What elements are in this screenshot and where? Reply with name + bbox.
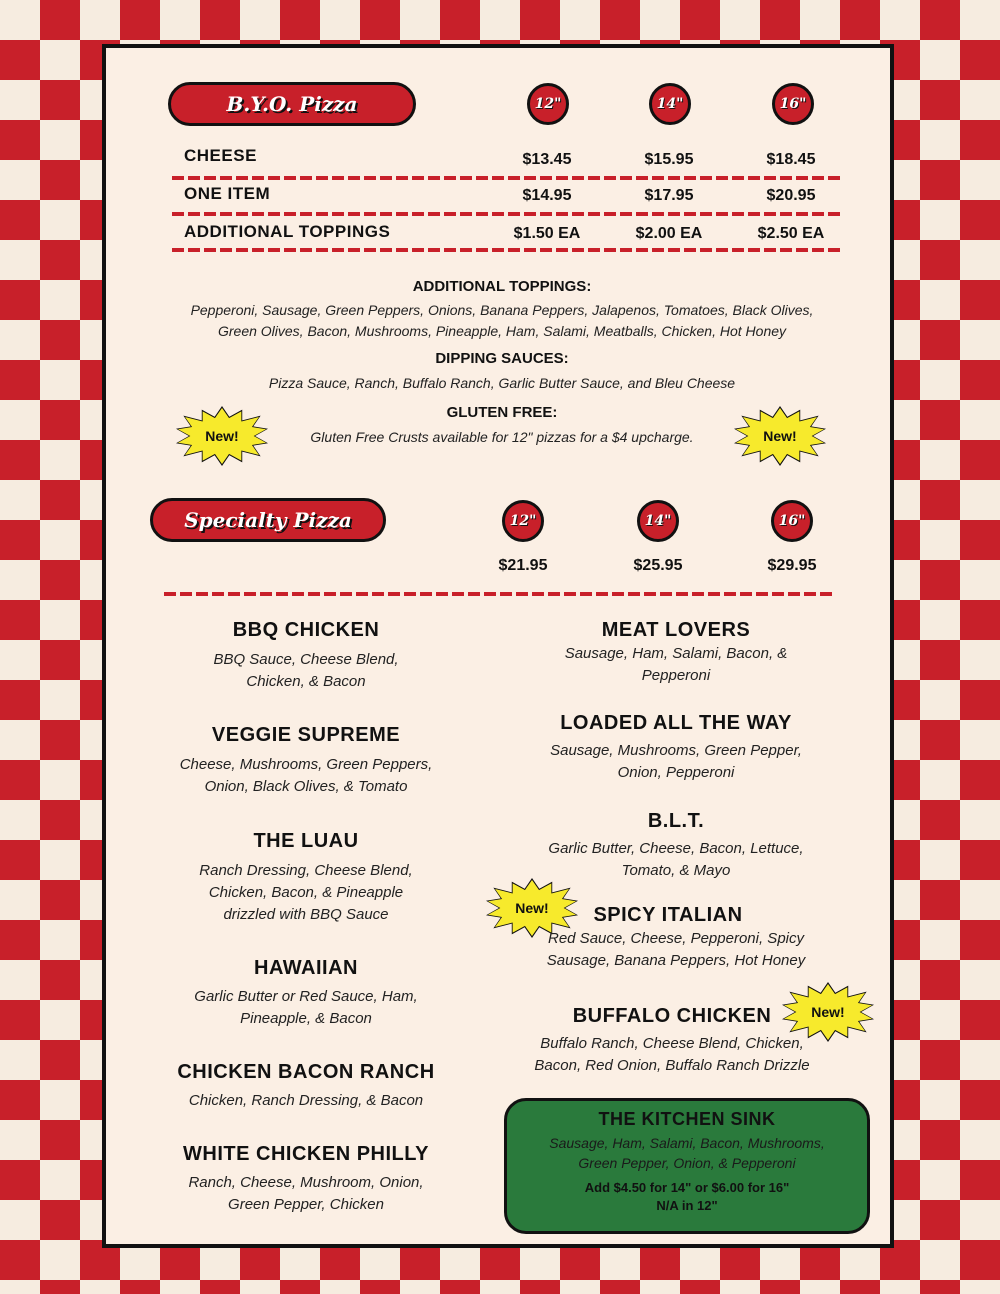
kitchen-sink-note: Add $4.50 for 14" or $6.00 for 16" (584, 1180, 790, 1195)
pizza-desc: Sausage, Ham, Salami, Bacon, Mushrooms, (549, 1135, 825, 1151)
pizza-desc: Garlic Butter or Red Sauce, Ham, (194, 988, 418, 1005)
byo-price: $15.95 (644, 151, 694, 168)
divider (164, 592, 832, 596)
pizza-desc: Pineapple, & Bacon (240, 1010, 372, 1027)
specialty-price: $29.95 (767, 557, 817, 574)
byo-price: $18.45 (766, 151, 816, 168)
pizza-desc: Cheese, Mushrooms, Green Peppers, (179, 756, 433, 773)
kitchen-sink-box (504, 1098, 870, 1234)
specialty-price: $25.95 (633, 557, 683, 574)
byo-price: $2.00 EA (635, 225, 703, 242)
specialty-size-16: 16" (771, 500, 813, 542)
pizza-name: BBQ CHICKEN (232, 619, 380, 641)
pizza-desc: Buffalo Ranch, Cheese Blend, Chicken, (540, 1035, 804, 1052)
specialty-title-pill (150, 498, 386, 542)
pizza-name: THE KITCHEN SINK (598, 1109, 776, 1129)
pizza-desc: Tomato, & Mayo (621, 862, 731, 879)
pizza-name: CHICKEN BACON RANCH (177, 1061, 435, 1083)
byo-price: $14.95 (522, 187, 572, 204)
pizza-desc: Chicken, Ranch Dressing, & Bacon (188, 1092, 424, 1109)
new-badge-label: New! (811, 1004, 845, 1020)
pizza-desc: Green Pepper, Onion, & Pepperoni (578, 1155, 796, 1171)
toppings-heading: ADDITIONAL TOPPINGS: (412, 278, 592, 295)
pizza-name: LOADED ALL THE WAY (560, 712, 792, 734)
pizza-desc: Ranch, Cheese, Mushroom, Onion, (188, 1174, 424, 1191)
byo-price: $13.45 (522, 151, 572, 168)
toppings-line: Green Olives, Bacon, Mushrooms, Pineapple, Ham, Salami, Meatballs, Chicken, Hot Honey (217, 323, 787, 339)
byo-price: $20.95 (766, 187, 816, 204)
new-badge (734, 406, 826, 466)
gluten-text: Gluten Free Crusts available for 12" pizzas for a $4 upcharge. (310, 429, 694, 445)
pizza-desc: Red Sauce, Cheese, Pepperoni, Spicy (548, 930, 804, 947)
pizza-desc: Pepperoni (641, 667, 711, 684)
pizza-desc: Sausage, Mushrooms, Green Pepper, (550, 742, 802, 759)
toppings-line: Pepperoni, Sausage, Green Peppers, Onions, Banana Peppers, Jalapenos, Tomatoes, Black Olives, (190, 302, 814, 318)
byo-size-14: 14" (649, 83, 691, 125)
menu-panel (102, 44, 894, 1248)
byo-title: B.Y.O. Pizza (226, 92, 358, 116)
pizza-desc: Onion, Black Olives, & Tomato (204, 778, 408, 795)
byo-size-16: 16" (772, 83, 814, 125)
new-badge-label: New! (205, 428, 239, 444)
new-badge-label: New! (515, 900, 549, 916)
byo-size-12: 12" (527, 83, 569, 125)
pizza-desc: Sausage, Ham, Salami, Bacon, & (564, 645, 788, 662)
new-badge-label: New! (763, 428, 797, 444)
byo-title-pill (168, 82, 416, 126)
specialty-title: Specialty Pizza (184, 508, 352, 532)
byo-price: $17.95 (644, 187, 694, 204)
pizza-name: THE LUAU (253, 830, 359, 852)
pizza-name: B.L.T. (647, 810, 705, 832)
byo-price: $2.50 EA (757, 225, 825, 242)
pizza-desc: BBQ Sauce, Cheese Blend, (213, 651, 399, 668)
gluten-heading: GLUTEN FREE: (446, 404, 558, 421)
divider (172, 248, 840, 252)
pizza-name: VEGGIE SUPREME (211, 724, 401, 746)
pizza-name: WHITE CHICKEN PHILLY (183, 1143, 429, 1165)
pizza-desc: Ranch Dressing, Cheese Blend, (199, 862, 413, 879)
byo-row-label: ONE ITEM (184, 184, 271, 203)
sauces-heading: DIPPING SAUCES: (435, 350, 569, 367)
byo-price: $1.50 EA (513, 225, 581, 242)
pizza-name: SPICY ITALIAN (593, 904, 743, 926)
divider (172, 176, 840, 180)
kitchen-sink-note: N/A in 12" (656, 1198, 718, 1213)
specialty-price: $21.95 (498, 557, 548, 574)
pizza-desc: Green Pepper, Chicken (228, 1196, 384, 1213)
pizza-desc: Chicken, & Bacon (246, 673, 366, 690)
pizza-desc: drizzled with BBQ Sauce (223, 906, 389, 923)
pizza-desc: Chicken, Bacon, & Pineapple (208, 884, 404, 901)
pizza-desc: Onion, Pepperoni (617, 764, 735, 781)
pizza-name: MEAT LOVERS (601, 619, 751, 641)
byo-row-label: CHEESE (184, 146, 257, 165)
pizza-name: HAWAIIAN (254, 957, 358, 979)
new-badge (176, 406, 268, 466)
specialty-size-12: 12" (502, 500, 544, 542)
sauces-text: Pizza Sauce, Ranch, Buffalo Ranch, Garlic Butter Sauce, and Bleu Cheese (268, 375, 736, 391)
pizza-desc: Garlic Butter, Cheese, Bacon, Lettuce, (548, 840, 804, 857)
divider (172, 212, 840, 216)
byo-row-label: ADDITIONAL TOPPINGS (184, 222, 391, 241)
pizza-desc: Sausage, Banana Peppers, Hot Honey (546, 952, 806, 969)
pizza-desc: Bacon, Red Onion, Buffalo Ranch Drizzle (534, 1057, 810, 1074)
pizza-name: BUFFALO CHICKEN (572, 1005, 772, 1027)
specialty-size-14: 14" (637, 500, 679, 542)
